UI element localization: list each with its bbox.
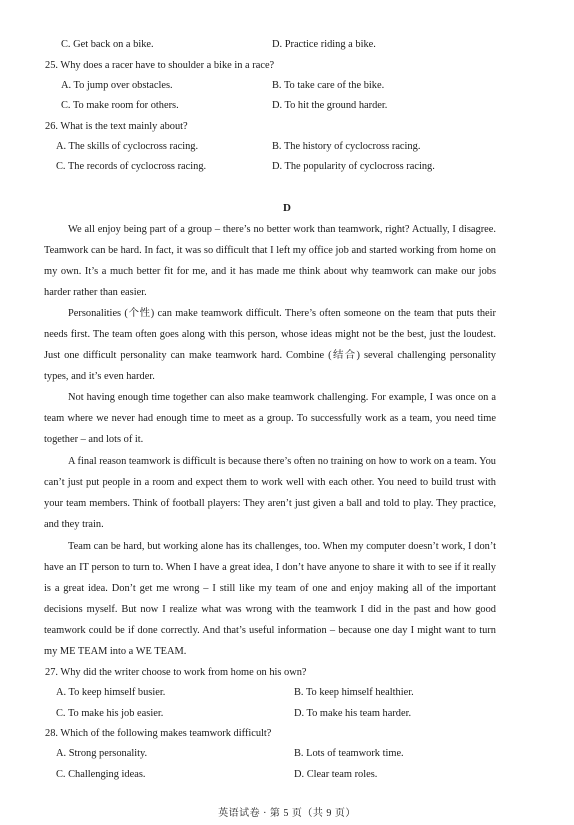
q25-option-c: C. To make room for others. xyxy=(61,100,179,111)
q28-option-c: C. Challenging ideas. xyxy=(56,769,146,780)
page-footer: 英语试卷 · 第 5 页（共 9 页） xyxy=(218,808,356,819)
q26-option-c: C. The records of cyclocross racing. xyxy=(56,161,207,172)
passage-paragraph-4: A final reason teamwork is difficult is because there’s often no training on how to work on a team. You can’t just put people in a room and expect them to work well with each other. You need to build trust with your team members. Think of football players: They aren’t just given a ball and told to play. They practice, and they train. xyxy=(44,456,496,531)
q25-option-a: A. To jump over obstacles. xyxy=(61,80,173,91)
q24-option-c: C. Get back on a bike. xyxy=(61,39,154,50)
q24-option-d: D. Practice riding a bike. xyxy=(272,39,376,50)
q27-option-c: C. To make his job easier. xyxy=(56,708,164,719)
q25-option-b: B. To take care of the bike. xyxy=(272,80,385,91)
passage-paragraph-5: Team can be hard, but working alone has its challenges, too. When my computer doesn’t work, I don’t have an IT person to turn to. When I have a great idea, I don’t have anyone to share it with to see if it really is a great idea. Don’t get me wrong – I still like my team of one and enjoy making all of the important decisions myself. But now I realize what was wrong with the teamwork I did in the past and how good teamwork could be if done correctly. And that’s useful information – because one day I might want to turn my ME TEAM into a WE TEAM. xyxy=(44,541,496,658)
q26-question: 26. What is the text mainly about? xyxy=(45,121,188,132)
q25-option-d: D. To hit the ground harder. xyxy=(272,100,388,111)
passage-paragraph-1: We all enjoy being part of a group – there’s no better work than teamwork, right? Actually, I disagree. Teamwork can be hard. In fact, it was so difficult that I left my office job and started working from home on my own. It’s a much better fit for me, and it has made me think about why teamwork can make our jobs harder rather than easier. xyxy=(44,224,496,299)
section-heading: D xyxy=(283,202,291,214)
q27-option-b: B. To keep himself healthier. xyxy=(294,687,414,698)
q26-option-d: D. The popularity of cyclocross racing. xyxy=(272,161,435,172)
passage-paragraph-2: Personalities (个性) can make teamwork difficult. There’s often someone on the team that puts their needs first. The team often goes along with this person, whose ideas might not be the best, just the loudest. Just one difficult personality can make teamwork hard. Combine (结合) several challenging personality types, and it’s even harder. xyxy=(44,308,496,383)
q28-option-b: B. Lots of teamwork time. xyxy=(294,748,404,759)
q28-option-a: A. Strong personality. xyxy=(56,748,148,759)
passage-paragraph-3: Not having enough time together can also make teamwork challenging. For example, I was once on a team where we never had enough time to meet as a group. To successfully work as a team, you need time together – and lots of it. xyxy=(44,392,496,446)
q28-option-d: D. Clear team roles. xyxy=(294,769,378,780)
q28-question: 28. Which of the following makes teamwork difficult? xyxy=(45,728,272,739)
q26-option-b: B. The history of cyclocross racing. xyxy=(272,141,421,152)
q26-option-a: A. The skills of cyclocross racing. xyxy=(56,141,199,152)
q27-option-d: D. To make his team harder. xyxy=(294,708,412,719)
q27-option-a: A. To keep himself busier. xyxy=(56,687,166,698)
q25-question: 25. Why does a racer have to shoulder a bike in a race? xyxy=(45,60,275,71)
q27-question: 27. Why did the writer choose to work from home on his own? xyxy=(45,667,307,678)
